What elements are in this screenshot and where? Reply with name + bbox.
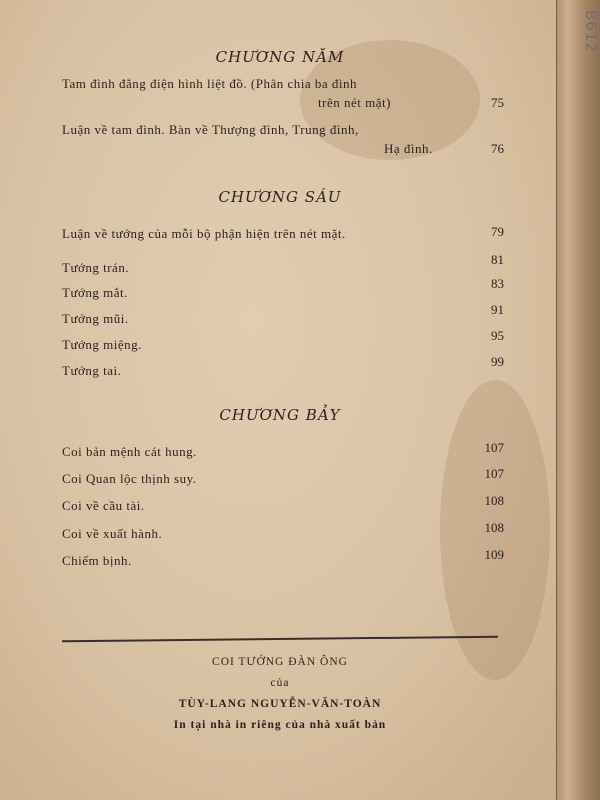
toc-page-number: 107: [484, 440, 504, 455]
toc-page-number: 99: [491, 354, 504, 369]
toc-entry: Tướng mắt.: [62, 285, 128, 300]
toc-entry: Tướng tai.: [62, 363, 122, 378]
toc-page-number: 109: [484, 547, 504, 562]
colophon-printer: In tại nhà in riêng của nhà xuất bản: [173, 719, 387, 731]
toc-page-number: 108: [484, 493, 504, 508]
toc-page-number: 107: [484, 466, 504, 481]
toc-entry: Tướng miệng.: [62, 337, 142, 352]
colophon-author: TÙY-LANG NGUYỄN-VĂN-TOÀN: [178, 698, 382, 710]
toc-page-number: 95: [491, 328, 504, 343]
toc-page-number: 81: [491, 252, 504, 267]
margin-pencil-note: B612: [582, 10, 600, 53]
colophon-of: của: [270, 677, 290, 689]
toc-page-number: 91: [491, 302, 504, 317]
chapter-title: CHƯƠNG SÁU: [218, 188, 342, 206]
toc-entry-continuation: trên nét mặt): [318, 95, 391, 110]
toc-entry: Coi về cầu tài.: [62, 498, 145, 513]
book-spine-edge: [556, 0, 600, 800]
chapter-title: CHƯƠNG BẢY: [219, 406, 341, 424]
toc-entry: Coi về xuất hành.: [62, 526, 163, 541]
toc-page-number: 76: [491, 141, 504, 156]
toc-entry: Tướng trán.: [62, 260, 130, 275]
toc-page-number: 79: [491, 224, 504, 239]
toc-entry: Coi Quan lộc thịnh suy.: [62, 471, 197, 486]
toc-page-number: 108: [484, 520, 504, 535]
toc-entry-line: Tam đình đẳng điện hình liệt đồ. (Phân chia ba đình: [62, 76, 358, 91]
toc-entry: Luận về tướng của mỗi bộ phận hiện trên nét mặt.: [62, 226, 346, 241]
divider-rule: [62, 636, 498, 643]
toc-entry-line: Luận về tam đình. Bàn về Thượng đình, Trung đình,: [62, 122, 359, 137]
toc-page-number: 75: [491, 95, 504, 110]
toc-page-number: 83: [491, 276, 504, 291]
colophon-title: COI TƯỚNG ĐÀN ÔNG: [212, 656, 348, 668]
toc-entry: Coi bản mệnh cát hung.: [62, 444, 197, 459]
toc-entry: Chiếm bịnh.: [62, 553, 132, 568]
chapter-title: CHƯƠNG NĂM: [215, 48, 345, 66]
toc-entry-continuation: Hạ đình.: [384, 141, 433, 156]
toc-entry: Tướng mũi.: [62, 311, 129, 326]
